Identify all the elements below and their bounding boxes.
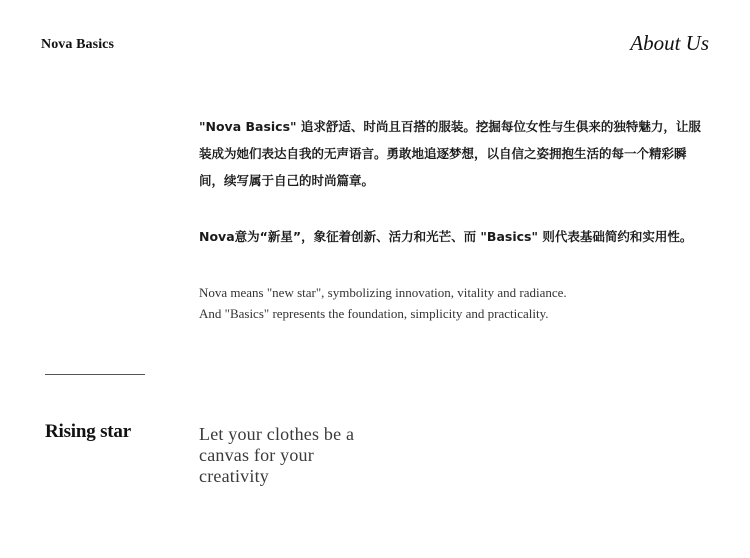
brand-meaning-en-line: Nova means "new star", symbolizing innovation, vitality and radiance. (199, 285, 567, 300)
brand-meaning-zh: Nova意为“新星”，象征着创新、活力和光芒、而 "Basics" 则代表基础简约和实用性。 (199, 229, 693, 244)
site-logo[interactable]: Nova Basics (41, 37, 115, 52)
brand-meaning-en-line: And "Basics" represents the foundation, simplicity and practicality. (199, 306, 549, 321)
brand-meaning-en (199, 282, 669, 324)
section-divider (45, 374, 145, 375)
tagline-line: creativity (199, 466, 269, 486)
section-title: Rising star (45, 421, 131, 442)
tagline-line: Let your clothes be a (199, 424, 355, 444)
nav-about-us-link[interactable]: About Us (630, 31, 709, 55)
section-tagline (199, 424, 384, 487)
about-paragraph-zh: "Nova Basics" 追求舒适、时尚且百搭的服装。挖掘每位女性与生俱来的独特魅力，让服装成为她们表达自我的无声语言。勇敢地追逐梦想，以自信之姿拥抱生活的每一个精彩瞬间，续写属于自己的时尚篇章。 (199, 119, 701, 188)
tagline-line: canvas for your (199, 445, 314, 465)
